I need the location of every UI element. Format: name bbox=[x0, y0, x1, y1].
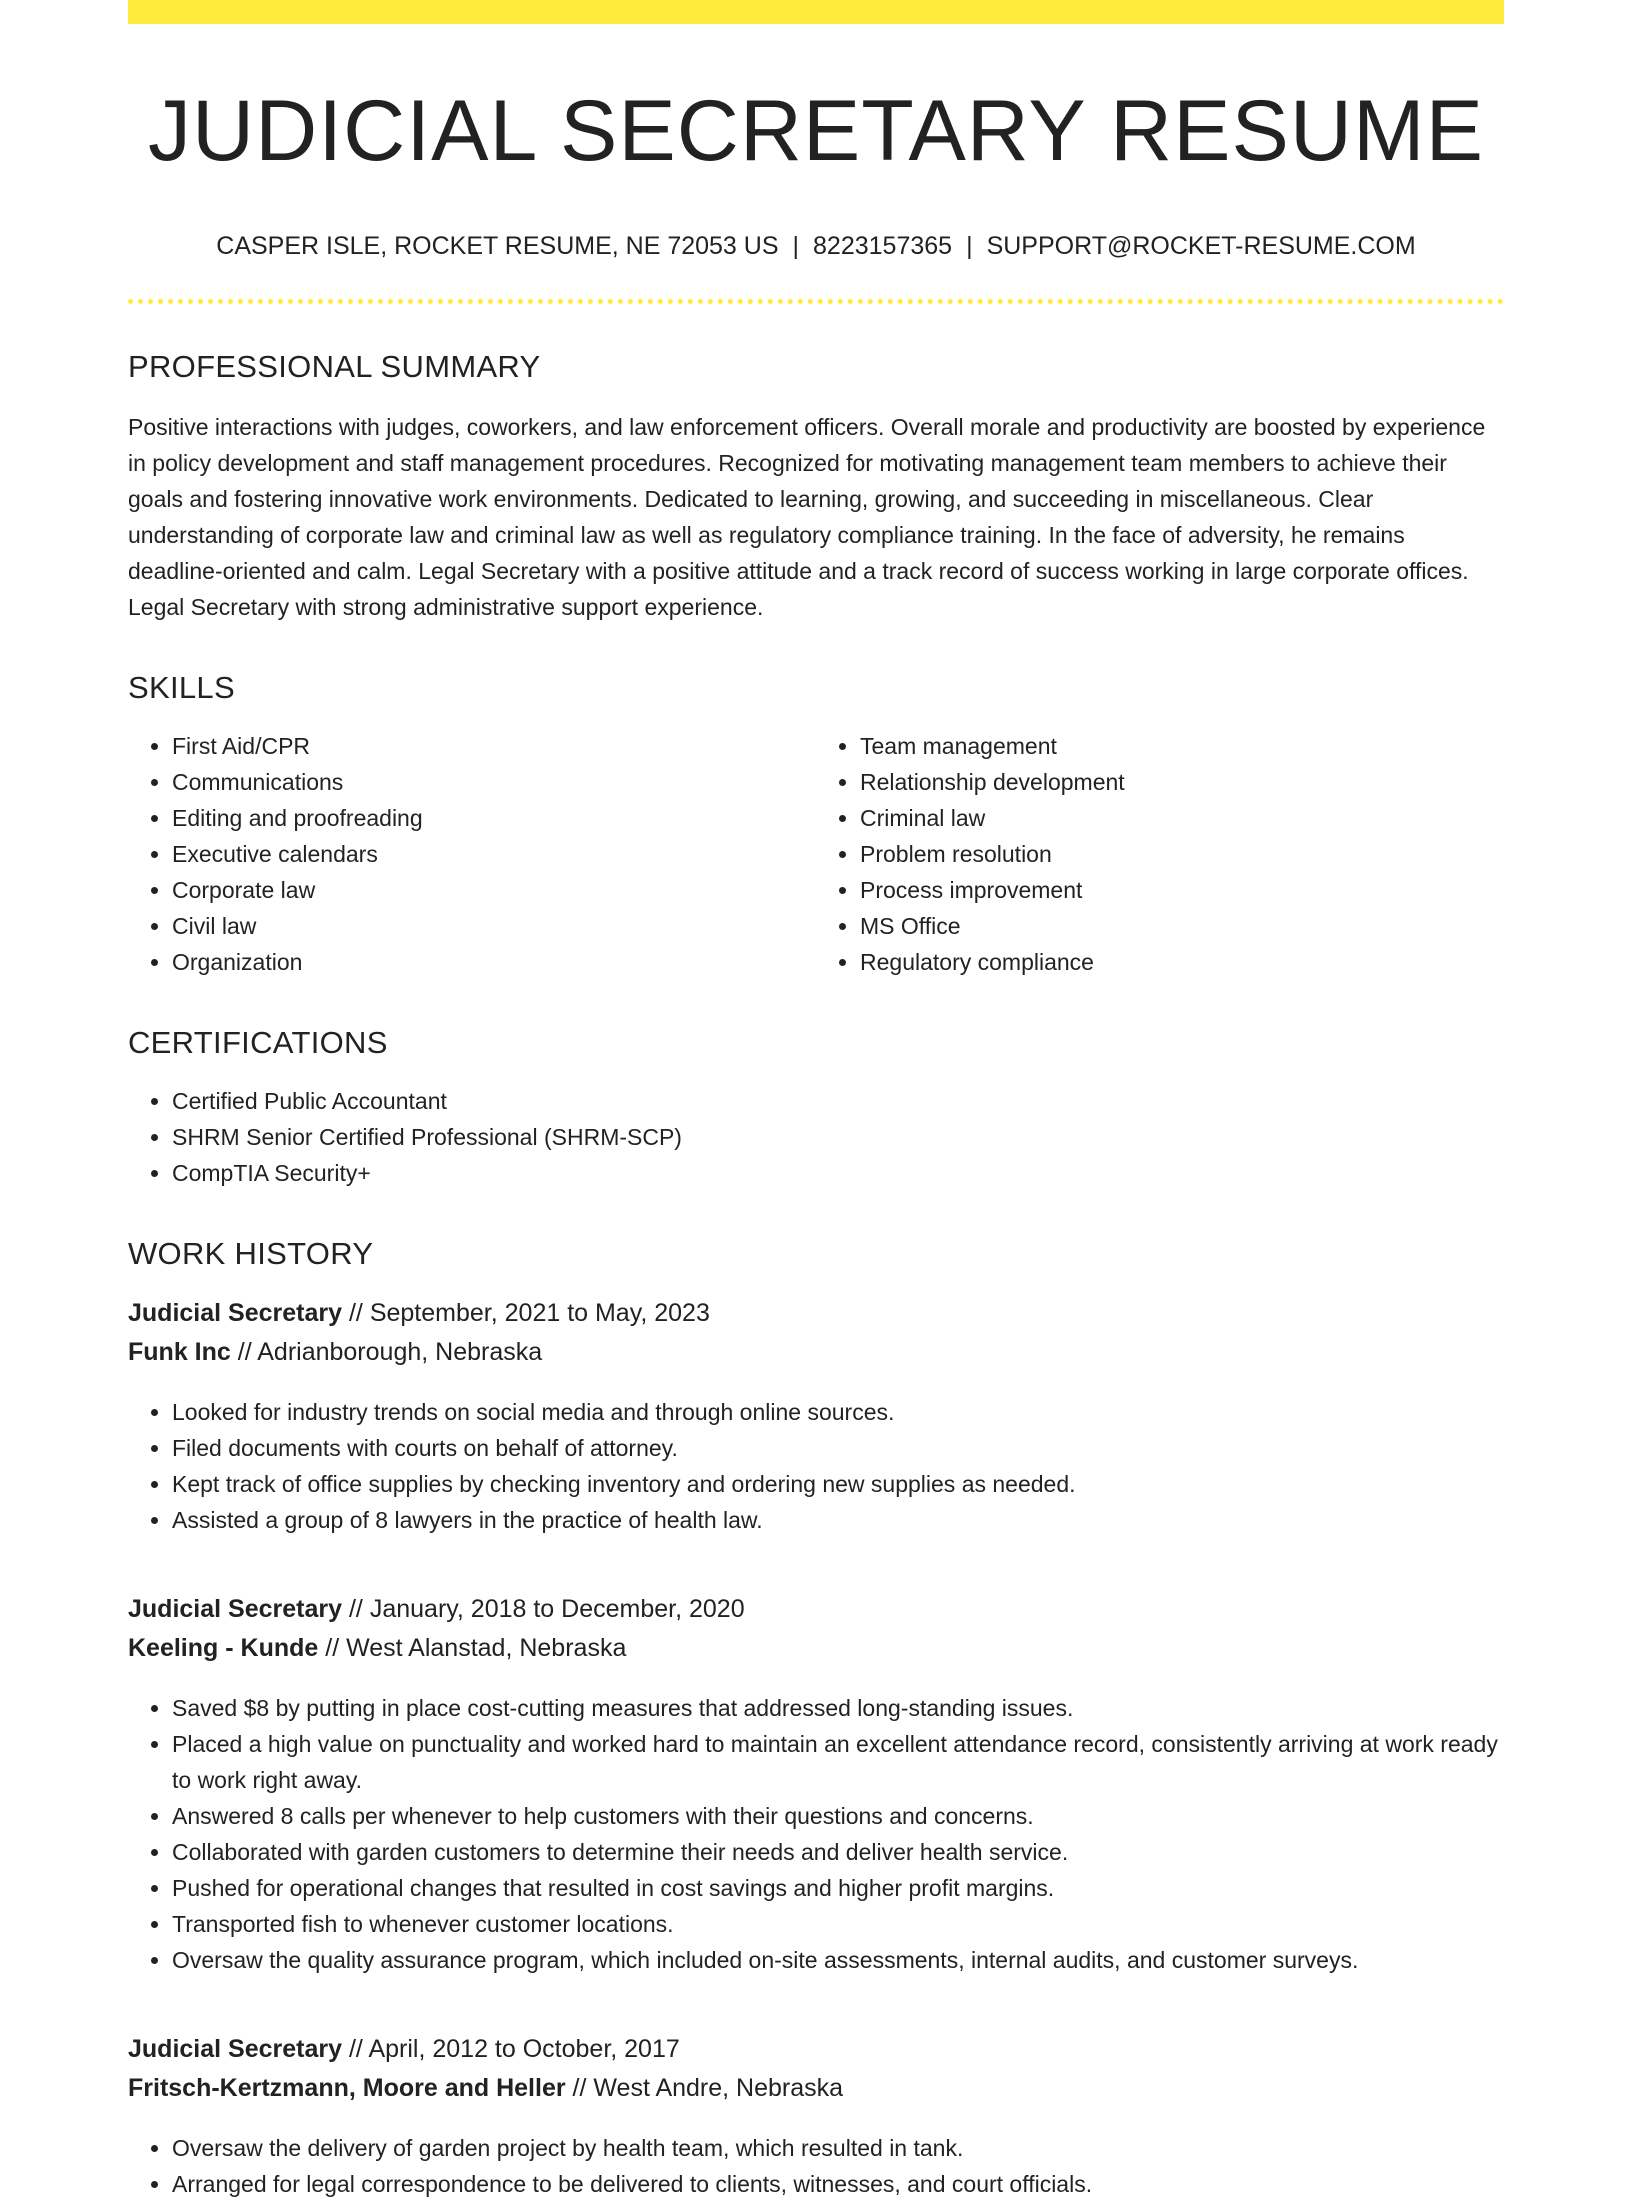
page-title: JUDICIAL SECRETARY RESUME bbox=[148, 83, 1484, 179]
job-divider: // bbox=[325, 1634, 340, 1663]
job-bullets bbox=[128, 2130, 1504, 2202]
skill-item: • Team management bbox=[860, 728, 1504, 764]
job-bullet: • Placed a high value on punctuality and worked hard to maintain an excellent attendance record, consistently arriving at work ready to work right away. bbox=[172, 1726, 1504, 1798]
job-bullet: • Looked for industry trends on social media and through online sources. bbox=[172, 1394, 1504, 1430]
job-bullets bbox=[128, 1394, 1504, 1538]
job-location: West Alanstad, Nebraska bbox=[346, 1634, 627, 1663]
job-bullet: • Arranged for legal correspondence to be delivered to clients, witnesses, and court officials. bbox=[172, 2166, 1504, 2202]
job-divider: // bbox=[348, 2035, 363, 2064]
certification-item: • CompTIA Security+ bbox=[172, 1155, 1504, 1191]
job-bullet: • Oversaw the quality assurance program, which included on-site assessments, internal audits, and customer surveys. bbox=[172, 1942, 1504, 1978]
skill-item: • Executive calendars bbox=[172, 836, 816, 872]
contact-email: SUPPORT@ROCKET-RESUME.COM bbox=[986, 231, 1416, 260]
certifications-heading: CERTIFICATIONS bbox=[128, 1024, 388, 1060]
job-company: Fritsch-Kertzmann, Moore and Heller bbox=[128, 2074, 566, 2103]
skill-item: • Communications bbox=[172, 764, 816, 800]
top-accent-bar bbox=[128, 0, 1504, 24]
job-entry bbox=[128, 2030, 1504, 2202]
skills-list-right bbox=[816, 728, 1504, 980]
job-company: Funk Inc bbox=[128, 1338, 231, 1367]
skill-item: • First Aid/CPR bbox=[172, 728, 816, 764]
dotted-divider bbox=[128, 299, 1504, 304]
contact-address: CASPER ISLE, ROCKET RESUME, NE 72053 US bbox=[216, 231, 779, 260]
job-dates: January, 2018 to December, 2020 bbox=[369, 1595, 745, 1624]
contact-line bbox=[128, 231, 1504, 261]
job-divider: // bbox=[572, 2074, 587, 2103]
job-bullet: • Assisted a group of 8 lawyers in the practice of health law. bbox=[172, 1502, 1504, 1538]
skill-item: • Problem resolution bbox=[860, 836, 1504, 872]
contact-phone: 8223157365 bbox=[813, 231, 953, 260]
skill-item: • MS Office bbox=[860, 908, 1504, 944]
job-company: Keeling - Kunde bbox=[128, 1634, 319, 1663]
job-title-line bbox=[128, 2030, 1504, 2069]
job-location: Adrianborough, Nebraska bbox=[257, 1338, 543, 1367]
job-dates: September, 2021 to May, 2023 bbox=[369, 1299, 710, 1328]
job-title: Judicial Secretary bbox=[128, 2035, 343, 2064]
job-dates: April, 2012 to October, 2017 bbox=[368, 2035, 680, 2064]
certification-item: • SHRM Senior Certified Professional (SHRM-SCP) bbox=[172, 1119, 1504, 1155]
job-bullets bbox=[128, 1690, 1504, 1978]
job-title-line bbox=[128, 1294, 1504, 1333]
job-title: Judicial Secretary bbox=[128, 1595, 343, 1624]
summary-heading: PROFESSIONAL SUMMARY bbox=[128, 348, 541, 384]
job-divider: // bbox=[237, 1338, 252, 1367]
skill-item: • Organization bbox=[172, 944, 816, 980]
job-bullet: • Answered 8 calls per whenever to help customers with their questions and concerns. bbox=[172, 1798, 1504, 1834]
skill-item: • Regulatory compliance bbox=[860, 944, 1504, 980]
job-title: Judicial Secretary bbox=[128, 1299, 343, 1328]
contact-separator: | bbox=[792, 231, 800, 260]
skills-list-left bbox=[128, 728, 816, 980]
job-company-line bbox=[128, 2069, 1504, 2108]
job-location: West Andre, Nebraska bbox=[593, 2074, 844, 2103]
job-divider: // bbox=[348, 1595, 363, 1624]
skill-item: • Process improvement bbox=[860, 872, 1504, 908]
skill-item: • Civil law bbox=[172, 908, 816, 944]
job-bullet: • Kept track of office supplies by checking inventory and ordering new supplies as needed. bbox=[172, 1466, 1504, 1502]
job-company-line bbox=[128, 1333, 1504, 1372]
job-entry bbox=[128, 1590, 1504, 1978]
skill-item: • Editing and proofreading bbox=[172, 800, 816, 836]
resume-page bbox=[128, 0, 1504, 2202]
skills-heading: SKILLS bbox=[128, 669, 235, 705]
work-history-heading: WORK HISTORY bbox=[128, 1236, 374, 1272]
job-title-line bbox=[128, 1590, 1504, 1629]
skill-item: • Relationship development bbox=[860, 764, 1504, 800]
certifications-list bbox=[128, 1083, 1504, 1191]
job-bullet: • Filed documents with courts on behalf of attorney. bbox=[172, 1430, 1504, 1466]
skill-item: • Corporate law bbox=[172, 872, 816, 908]
job-divider: // bbox=[348, 1299, 363, 1328]
job-entry bbox=[128, 1294, 1504, 1538]
job-bullet: • Collaborated with garden customers to determine their needs and deliver health service. bbox=[172, 1834, 1504, 1870]
skills-columns bbox=[128, 728, 1504, 980]
contact-separator: | bbox=[966, 231, 973, 260]
job-company-line bbox=[128, 1629, 1504, 1668]
job-bullet: • Transported fish to whenever customer locations. bbox=[172, 1906, 1504, 1942]
skill-item: • Criminal law bbox=[860, 800, 1504, 836]
job-bullet: • Saved $8 by putting in place cost-cutting measures that addressed long-standing issues. bbox=[172, 1690, 1504, 1726]
certification-item: • Certified Public Accountant bbox=[172, 1083, 1504, 1119]
job-bullet: • Pushed for operational changes that resulted in cost savings and higher profit margins. bbox=[172, 1870, 1504, 1906]
job-bullet: • Oversaw the delivery of garden project by health team, which resulted in tank. bbox=[172, 2130, 1504, 2166]
summary-text: Positive interactions with judges, coworkers, and law enforcement officers. Overall morale and productivity are boosted by experience in policy development and staff management procedures. Recognized for motivating management team members to achieve their goals and fostering innovative work environments. Dedicated to learning, growing, and succeeding in miscellaneous. Clear understanding of corporate law and criminal law as well as regulatory compliance training. In the face of adversity, he remains deadline-oriented and calm. Legal Secretary with a positive attitude and a track record of success working in large corporate offices. Legal Secretary with strong administrative support experience. bbox=[128, 413, 1486, 620]
